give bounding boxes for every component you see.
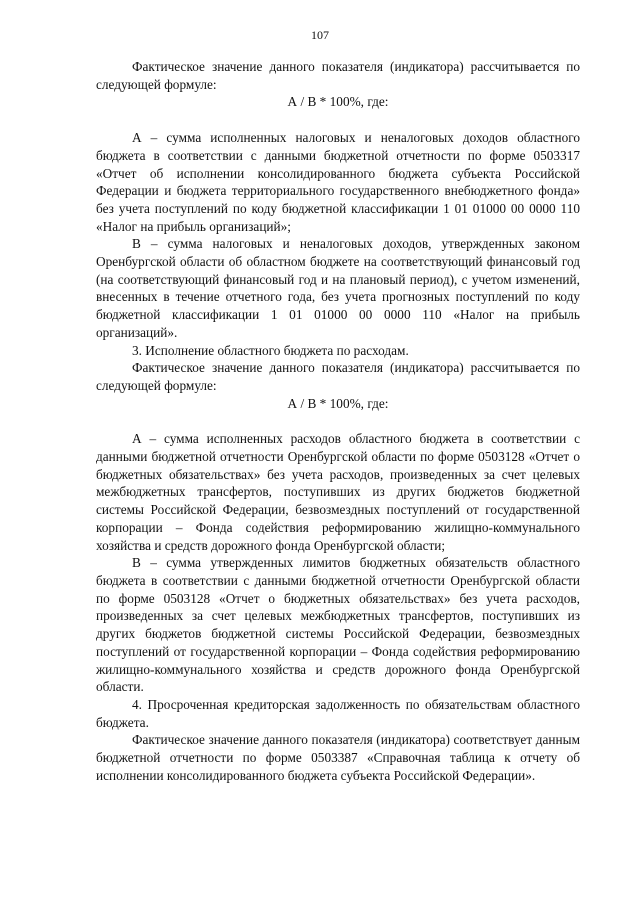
formula-expenditure: А / В * 100%, где:: [287, 395, 389, 411]
paragraph-revenue-intro: Фактическое значение данного показателя (индикатора) рассчитывается по следующей формуле:: [96, 59, 580, 92]
page-number: 107: [311, 28, 329, 42]
paragraph-revenue-a-definition: А – сумма исполненных налоговых и неналоговых доходов областного бюджета в соответствии с данными бюджетной отчетности по форме 0503317 «Отчет об исполнении консолидированного бюджета субъекта Российской Федерации и бюджета территориального государственного внебюджетного фонда» без учета поступлений по коду бюджетной классификации 1 01 01000 00 0000 110 «Налог на прибыль организаций»;: [96, 130, 580, 234]
section-heading-expenditure: 3. Исполнение областного бюджета по расходам.: [132, 342, 409, 358]
spacer: [96, 111, 580, 129]
paragraph-expenditure-intro: Фактическое значение данного показателя (индикатора) рассчитывается по следующей формуле:: [96, 360, 580, 393]
paragraph-revenue-b-definition: В – сумма налоговых и неналоговых доходов, утвержденных законом Оренбургской области об областном бюджете на соответствующий финансовый год (на соответствующий финансовый год и на плановый период), с учетом изменений, внесенных в течение отчетного года, без учета прогнозных поступлений по коду бюджетной классификации 1 01 01000 00 0000 110 «Налог на прибыль организаций».: [96, 236, 580, 340]
formula-revenue: А / В * 100%, где:: [287, 94, 389, 110]
paragraph-expenditure-b-definition: В – сумма утвержденных лимитов бюджетных обязательств областного бюджета в соответствии с данными бюджетной отчетности Оренбургской области по форме 0503128 «Отчет о бюджетных обязательствах» без учета расходов, произведенных за счет целевых межбюджетных трансфертов, поступивших из других бюджетов бюджетной системы Российской Федерации, безвозмездных поступлений от государственной корпорации – Фонда содействия реформированию жилищно-коммунального хозяйства и средств дорожного фонда Оренбургской области.: [96, 555, 580, 695]
document-body: [96, 58, 580, 784]
paragraph-expenditure-a-definition: А – сумма исполненных расходов областного бюджета в соответствии с данными бюджетной отчетности Оренбургской области по форме 0503128 «Отчет о бюджетных обязательствах» без учета расходов, произведенных за счет целевых межбюджетных трансфертов, поступивших из других бюджетов бюджетной системы Российской Федерации, безвозмездных поступлений от государственной корпорации – Фонда содействия реформированию жилищно-коммунального хозяйства и средств дорожного фонда Оренбургской области;: [96, 431, 580, 553]
section-heading-overdue-payables: 4. Просроченная кредиторская задолженность по обязательствам областного бюджета.: [96, 696, 580, 730]
paragraph-overdue-payables-definition: Фактическое значение данного показателя (индикатора) соответствует данным бюджетной отчетности по форме 0503387 «Справочная таблица к отчету об исполнении консолидированного бюджета субъекта Российской Федерации».: [96, 732, 580, 783]
spacer: [96, 412, 580, 430]
